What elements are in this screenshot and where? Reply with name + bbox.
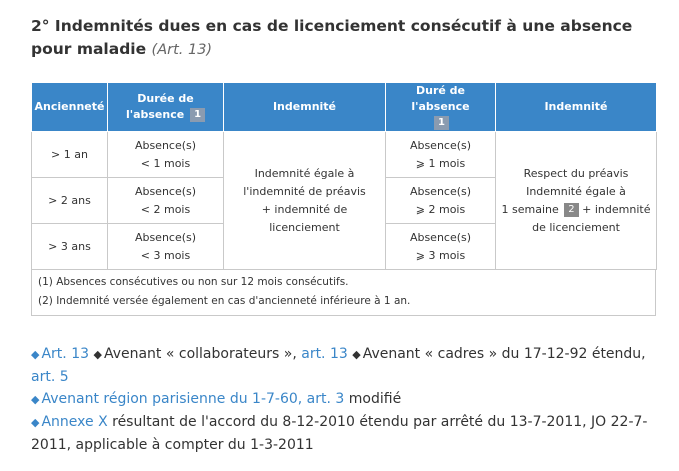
- table-row: [32, 132, 657, 178]
- section-title: 2° Indemnités dues en cas de licenciement consécutif à une absence pour maladie: [31, 17, 633, 58]
- reference-text: Avenant « cadres » du 17-12-92 étendu,: [362, 346, 646, 362]
- indemnite-right-line: Respect du préavis: [523, 166, 629, 180]
- absence-short-cell: [108, 132, 224, 178]
- indemnite-right-line: de licenciement: [532, 220, 620, 234]
- reference-text: Avenant « collaborateurs »,: [103, 346, 297, 362]
- anciennete-cell: > 2 ans: [32, 178, 108, 224]
- art-13-link[interactable]: Art. 13: [41, 346, 90, 362]
- absence-duration: ⩾ 2 mois: [415, 202, 466, 216]
- reference-text: modifié: [348, 391, 402, 407]
- indemnite-right-line: + indemnité: [582, 202, 651, 216]
- anciennete-cell: > 3 ans: [32, 224, 108, 270]
- absence-duration: ⩾ 1 mois: [415, 156, 466, 170]
- absence-label: Absence(s): [134, 184, 197, 198]
- absence-label: Absence(s): [409, 184, 472, 198]
- annexe-x-link[interactable]: Annexe X: [41, 414, 108, 430]
- absence-label: Absence(s): [134, 138, 197, 152]
- footnote-badge: 2: [564, 203, 578, 217]
- absence-duration: < 2 mois: [140, 202, 191, 216]
- indemnite-right-cell: [496, 132, 657, 270]
- absence-long-cell: [386, 132, 496, 178]
- footnote-2: (2) Indemnité versée également en cas d'ancienneté inférieure à 1 an.: [38, 295, 411, 307]
- absence-short-cell: [108, 224, 224, 270]
- reference-line-1: [31, 343, 661, 388]
- anciennete-cell: > 1 an: [32, 132, 108, 178]
- header-anciennete: Ancienneté: [32, 83, 108, 132]
- indemnite-left-cell: [224, 132, 386, 270]
- table-header-row: [32, 83, 657, 132]
- indemnite-left-line: Indemnité égale à: [254, 166, 355, 180]
- indemnite-left-line: + indemnité de: [261, 202, 348, 216]
- indemnite-right-line: 1 semaine: [501, 202, 559, 216]
- absence-label: Absence(s): [134, 230, 197, 244]
- reference-line-3: [31, 411, 661, 456]
- absence-label: Absence(s): [409, 138, 472, 152]
- header-indemnite-1: Indemnité: [224, 83, 386, 132]
- legal-references: [31, 343, 661, 456]
- absence-long-cell: [386, 178, 496, 224]
- absence-long-cell: [386, 224, 496, 270]
- footnote-1: (1) Absences consécutives ou non sur 12 mois consécutifs.: [38, 276, 349, 288]
- avenant-region-parisienne-link[interactable]: Avenant région parisienne du 1-7-60, art. 3: [41, 391, 345, 407]
- absence-label: Absence(s): [409, 230, 472, 244]
- indemnite-left-line: licenciement: [269, 220, 340, 234]
- absence-short-cell: [108, 178, 224, 224]
- footnote-badge: 1: [190, 108, 205, 122]
- header-duree-absence-2: [386, 83, 496, 132]
- bullet-diamond-icon: ◆: [352, 348, 361, 361]
- bullet-diamond-icon: ◆: [31, 348, 40, 361]
- section-heading: [31, 15, 641, 62]
- absence-duration: ⩾ 3 mois: [415, 248, 466, 262]
- bullet-diamond-icon: ◆: [31, 416, 40, 429]
- indemnite-right-line: Indemnité égale à: [526, 184, 626, 198]
- absence-duration: < 1 mois: [140, 156, 191, 170]
- article-reference: (Art. 13): [151, 42, 213, 58]
- header-duree-absence-1-label: Durée de l'absence: [125, 92, 194, 121]
- bullet-diamond-icon: ◆: [93, 348, 102, 361]
- table-footnotes: [31, 270, 656, 316]
- art-13-cadres-link[interactable]: art. 13: [301, 346, 348, 362]
- header-indemnite-2: Indemnité: [496, 83, 657, 132]
- bullet-diamond-icon: ◆: [31, 393, 40, 406]
- art-5-link[interactable]: art. 5: [31, 369, 69, 385]
- header-duree-absence-1: [108, 83, 224, 132]
- indemnite-left-line: l'indemnité de préavis: [243, 184, 366, 198]
- reference-text: résultant de l'accord du 8-12-2010 étendu par arrêté du 13-7-2011, JO 22-7-2011, applicable à compter du 1-3-2011: [31, 414, 648, 453]
- footnote-badge: 1: [434, 116, 449, 130]
- header-duree-absence-2-label: Duré de l'absence: [411, 84, 470, 113]
- absence-duration: < 3 mois: [140, 248, 191, 262]
- reference-line-2: [31, 388, 661, 411]
- indemnity-table: [31, 82, 657, 270]
